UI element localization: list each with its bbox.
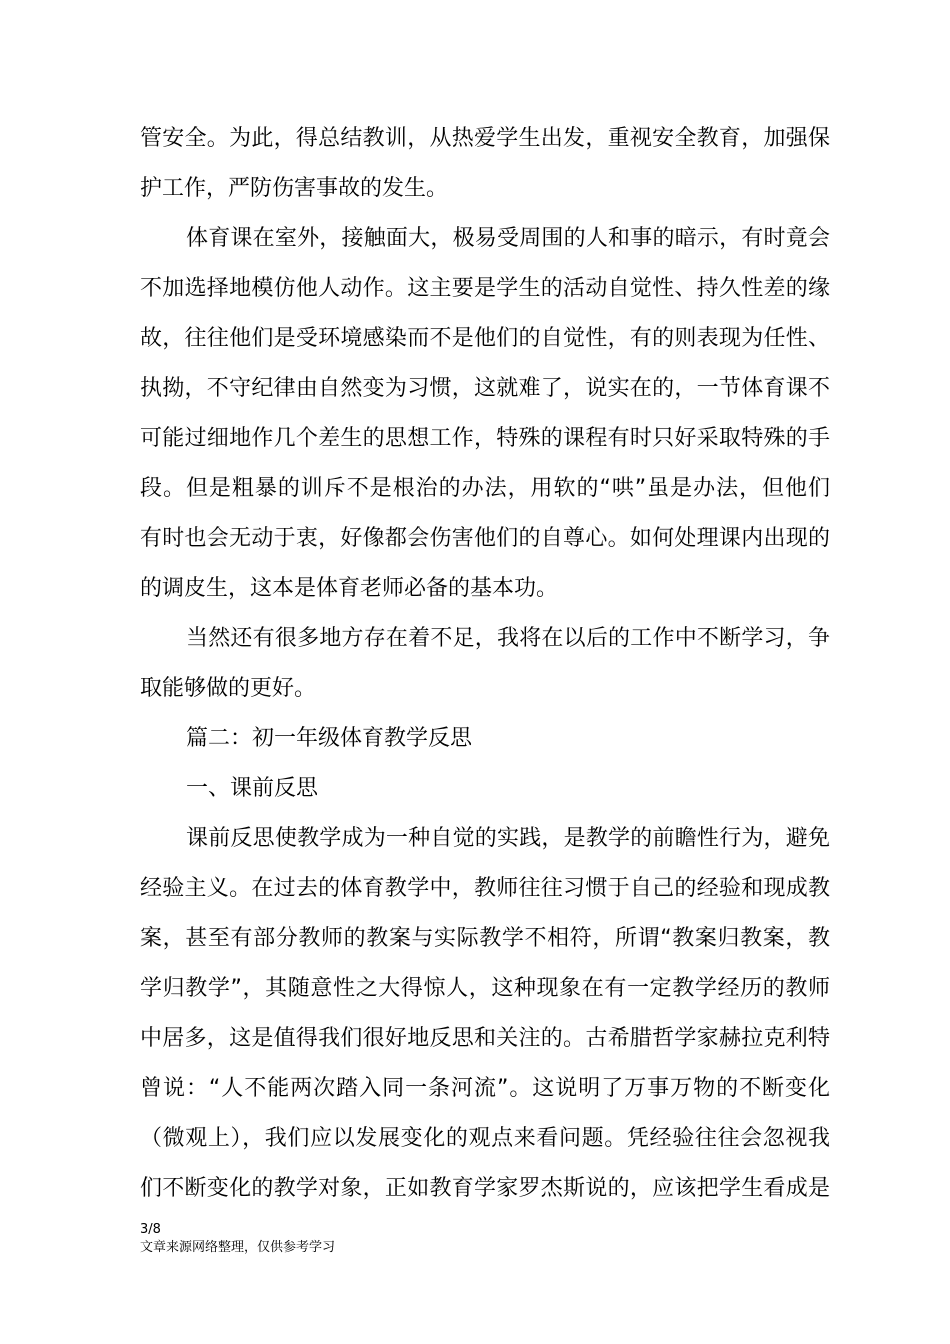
text-line: 学归教学”，其随意性之大得惊人，这种现象在有一定教学经历的教师 (140, 976, 830, 1001)
text-line: 体育课在室外，接触面大，极易受周围的人和事的暗示，有时竟会 (186, 226, 830, 251)
text-line: 故，往往他们是受环境感染而不是他们的自觉性，有的则表现为任性、 (140, 326, 830, 351)
footer-note: 文章来源网络整理，仅供参考学习 (140, 1240, 336, 1255)
subsection-heading: 一、课前反思 (186, 776, 319, 801)
text-line: 当然还有很多地方存在着不足，我将在以后的工作中不断学习，争 (186, 626, 830, 651)
text-line: 们不断变化的教学对象，正如教育学家罗杰斯说的，应该把学生看成是 (140, 1176, 830, 1201)
text-line: （微观上），我们应以发展变化的观点来看问题。凭经验往往会忽视我 (140, 1126, 830, 1151)
text-line: 中居多，这是值得我们很好地反思和关注的。古希腊哲学家赫拉克利特 (140, 1026, 830, 1051)
text-line: 课前反思使教学成为一种自觉的实践，是教学的前瞻性行为，避免 (186, 826, 830, 851)
section-heading: 篇二：初一年级体育教学反思 (186, 726, 473, 751)
text-line: 经验主义。在过去的体育教学中，教师往往习惯于自己的经验和现成教 (140, 876, 830, 901)
text-line: 有时也会无动于衷，好像都会伤害他们的自尊心。如何处理课内出现的 (140, 526, 830, 551)
text-line: 段。但是粗暴的训斥不是根治的办法，用软的“哄”虽是办法，但他们 (140, 476, 830, 501)
text-line: 的调皮生，这本是体育老师必备的基本功。 (140, 576, 559, 601)
page-number: 3/8 (140, 1222, 161, 1237)
text-line: 曾说：“人不能两次踏入同一条河流”。这说明了万事万物的不断变化 (140, 1076, 830, 1101)
text-line: 执拗，不守纪律由自然变为习惯，这就难了，说实在的，一节体育课不 (140, 376, 830, 401)
text-line: 可能过细地作几个差生的思想工作，特殊的课程有时只好采取特殊的手 (140, 426, 830, 451)
text-line: 护工作，严防伤害事故的发生。 (140, 176, 449, 201)
text-line: 取能够做的更好。 (140, 676, 317, 701)
text-line: 管安全。为此，得总结教训，从热爱学生出发，重视安全教育，加强保 (140, 126, 830, 151)
text-line: 不加选择地模仿他人动作。这主要是学生的活动自觉性、持久性差的缘 (140, 276, 830, 301)
text-line: 案，甚至有部分教师的教案与实际教学不相符，所谓“教案归教案，教 (140, 926, 830, 951)
